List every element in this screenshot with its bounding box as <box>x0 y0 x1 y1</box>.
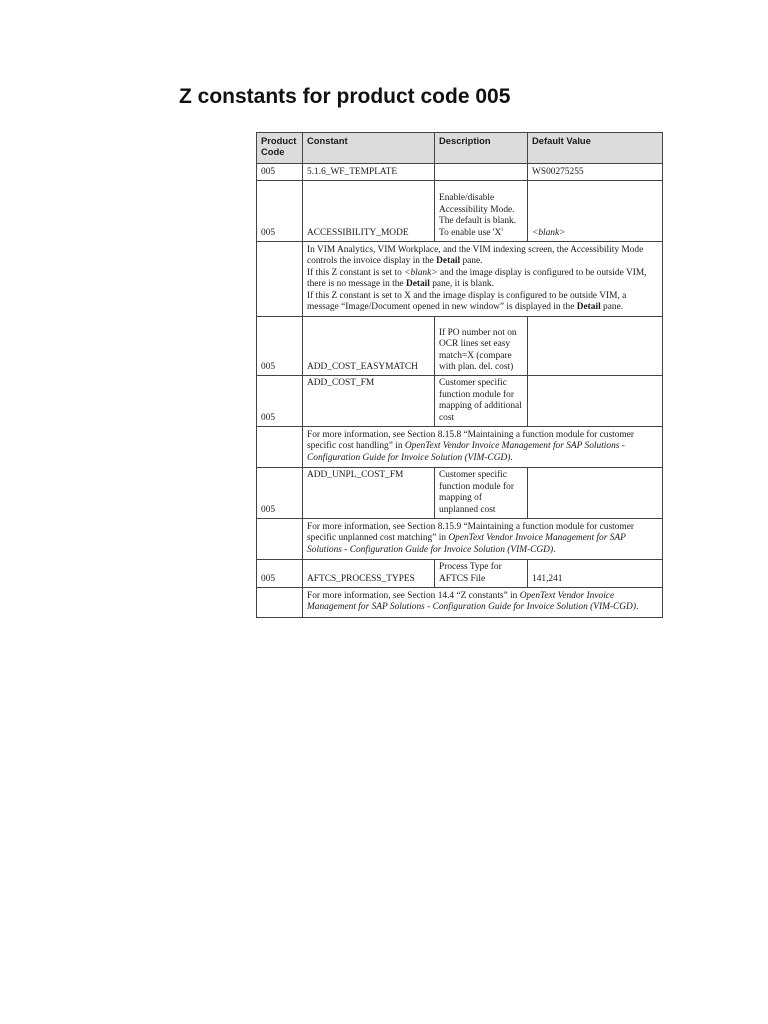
add-unpl-cost-fm-note <box>303 518 663 559</box>
table-header-row <box>257 133 663 164</box>
note-text: For more information, see Section 14.4 “Z constants” in <box>307 590 520 601</box>
cell-default-value <box>528 317 663 376</box>
cell-description: Process Type for AFTCS File <box>435 560 528 588</box>
cell-empty <box>257 587 303 617</box>
note-text: For more information, see Section 8.15.8 “Maintaining a function module for customer specific cost handling” in <box>307 430 635 452</box>
table-note-row <box>257 518 663 559</box>
cell-description: Customer specific function module for mapping of unplanned cost <box>435 468 528 519</box>
cell-default-value: 141,241 <box>528 560 663 588</box>
note-text: In VIM Analytics, VIM Workplace, and the VIM indexing screen, the Accessibility Mode controls the invoice display in the <box>307 245 644 267</box>
cell-description: If PO number not on OCR lines set easy match=X (compare with plan. del. cost) <box>435 317 528 376</box>
cell-product-code: 005 <box>257 468 303 519</box>
cell-constant: ADD_COST_EASYMATCH <box>303 317 435 376</box>
note-text: If this Z constant is set to X and the image display is configured to be outside VIM, a message “Image/Document opened in new window” is displayed in the <box>307 290 627 313</box>
table-note-row <box>257 242 663 317</box>
add-cost-fm-note <box>303 427 663 468</box>
note-text: . <box>635 602 639 613</box>
cell-product-code: 005 <box>257 164 303 181</box>
cell-product-code: 005 <box>257 317 303 376</box>
cell-product-code: 005 <box>257 181 303 242</box>
note-italic: OpenText Vendor Invoice Management for SAP Solutions - Configuration Guide for Invoice Solution (VIM-CGD) <box>307 441 625 463</box>
table-row <box>257 560 663 588</box>
note-italic: OpenText Vendor Invoice Management for SAP Solutions - Configuration Guide for Invoice Solution (VIM-CGD) <box>307 590 636 613</box>
note-italic: <blank> <box>404 267 438 278</box>
cell-description: Customer specific function module for mapping of additional cost <box>435 376 528 427</box>
cell-product-code: 005 <box>257 376 303 427</box>
cell-empty <box>257 427 303 468</box>
note-text: For more information, see Section 8.15.9 “Maintaining a function module for customer specific unplanned cost matching” in <box>307 521 635 544</box>
note-text: . <box>510 452 513 463</box>
header-description: Description <box>435 133 528 164</box>
aftcs-note <box>303 587 663 617</box>
cell-default-value <box>528 468 663 519</box>
header-default-value: Default Value <box>528 133 663 164</box>
page-title: Z constants for product code 005 <box>179 85 511 108</box>
table-row <box>257 164 663 181</box>
cell-default-value: WS00275255 <box>528 164 663 181</box>
note-text: . <box>553 544 556 555</box>
table-row <box>257 317 663 376</box>
cell-constant: ADD_UNPL_COST_FM <box>303 468 435 519</box>
cell-constant: 5.1.6_WF_TEMPLATE <box>303 164 435 181</box>
table-note-row <box>257 427 663 468</box>
blank-value: <blank> <box>532 227 566 238</box>
note-italic: OpenText Vendor Invoice Management for SAP Solutions - Configuration Guide for Invoice Solution (VIM-CGD) <box>307 533 626 555</box>
table-note-row <box>257 587 663 617</box>
cell-constant: AFTCS_PROCESS_TYPES <box>303 560 435 588</box>
note-text: and the image display is configured to be outside VIM, there is no message in the <box>307 267 647 290</box>
header-product-code: Product Code <box>257 133 303 164</box>
note-text: pane. <box>600 302 624 313</box>
cell-default-value <box>528 181 663 242</box>
accessibility-note <box>303 242 663 317</box>
note-bold: Detail <box>405 279 430 290</box>
cell-constant: ADD_COST_FM <box>303 376 435 427</box>
note-text: pane, it is blank. <box>429 279 494 290</box>
cell-product-code: 005 <box>257 560 303 588</box>
note-bold: Detail <box>436 256 461 267</box>
note-text: pane. <box>460 256 483 267</box>
cell-constant: ACCESSIBILITY_MODE <box>303 181 435 242</box>
cell-description <box>435 164 528 181</box>
table-row <box>257 376 663 427</box>
note-text: If this Z constant is set to <box>307 267 405 278</box>
note-bold: Detail <box>576 302 601 313</box>
table-row <box>257 468 663 519</box>
cell-description: Enable/disable Accessibility Mode. The default is blank. To enable use 'X' <box>435 181 528 242</box>
table-row <box>257 181 663 242</box>
cell-empty <box>257 518 303 559</box>
cell-default-value <box>528 376 663 427</box>
header-constant: Constant <box>303 133 435 164</box>
cell-empty <box>257 242 303 317</box>
z-constants-table <box>256 132 663 618</box>
